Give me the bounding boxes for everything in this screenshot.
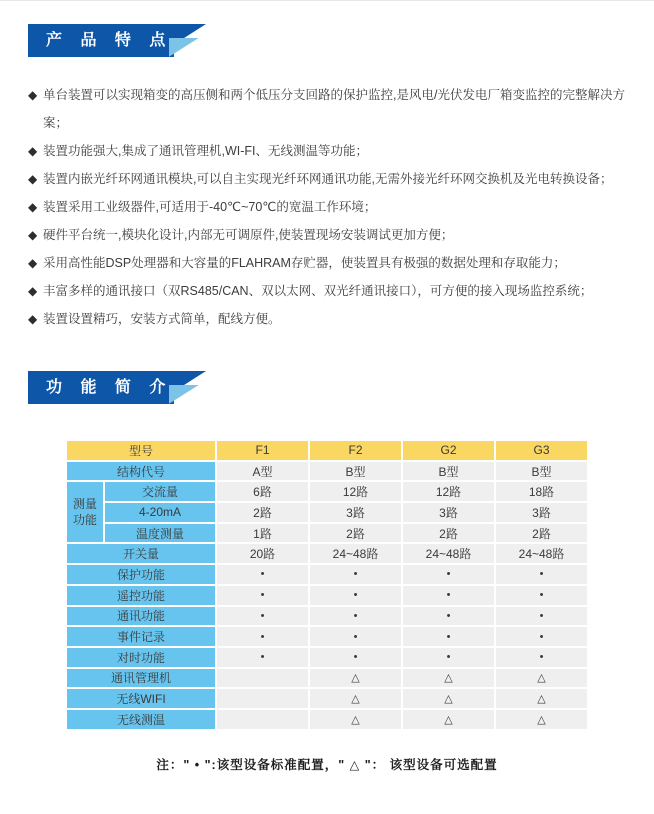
table-cell: 2路 — [216, 502, 309, 523]
list-item — [28, 277, 628, 305]
table-cell: • — [309, 606, 402, 627]
section-banner-functions — [28, 371, 206, 404]
table-cell: • — [495, 647, 588, 668]
table-cell: • — [216, 647, 309, 668]
table-cell — [216, 709, 309, 730]
row-label: 4-20mA — [104, 502, 216, 523]
diamond-bullet-icon: ◆ — [28, 228, 38, 242]
table-cell: • — [495, 585, 588, 606]
table-row — [66, 709, 588, 730]
diamond-bullet-icon: ◆ — [28, 144, 38, 158]
table-cell: • — [309, 564, 402, 585]
table-row — [66, 688, 588, 709]
row-label: 遥控功能 — [66, 585, 216, 606]
table-cell: • — [402, 606, 495, 627]
list-item — [28, 249, 628, 277]
feature-text: 装置采用工业级器件,可适用于-40℃~70℃的宽温工作环境； — [43, 200, 377, 214]
table-cell: B型 — [309, 461, 402, 482]
table-cell: △ — [309, 709, 402, 730]
diamond-bullet-icon: ◆ — [28, 88, 38, 102]
feature-text: 装置内嵌光纤环网通讯模块,可以自主实现光纤环网通讯功能,无需外接光纤环网交换机及光电转换设备； — [43, 172, 613, 186]
section-title-functions: 功 能 简 介 — [46, 379, 173, 396]
table-cell: △ — [495, 709, 588, 730]
table-cell: 6路 — [216, 481, 309, 502]
table-row — [66, 668, 588, 689]
table-cell: 18路 — [495, 481, 588, 502]
column-header-g3: G3 — [495, 440, 588, 461]
table-cell: • — [309, 626, 402, 647]
table-cell: • — [402, 626, 495, 647]
row-label: 通讯管理机 — [66, 668, 216, 689]
diamond-bullet-icon: ◆ — [28, 284, 38, 298]
table-row — [66, 543, 588, 564]
table-cell: • — [495, 626, 588, 647]
table-cell: △ — [495, 688, 588, 709]
section-banner-features — [28, 24, 206, 57]
table-cell: 2路 — [309, 523, 402, 544]
table-cell: △ — [402, 709, 495, 730]
row-label: 保护功能 — [66, 564, 216, 585]
row-label: 对时功能 — [66, 647, 216, 668]
table-cell: 24~48路 — [309, 543, 402, 564]
model-spec-table — [65, 439, 589, 731]
table-cell: 12路 — [309, 481, 402, 502]
table-row — [66, 564, 588, 585]
table-cell: 1路 — [216, 523, 309, 544]
table-cell: 12路 — [402, 481, 495, 502]
column-header-model: 型号 — [66, 440, 216, 461]
table-row — [66, 461, 588, 482]
table-cell: △ — [402, 668, 495, 689]
list-item — [28, 193, 628, 221]
table-cell: • — [402, 564, 495, 585]
row-label: 温度测量 — [104, 523, 216, 544]
table-cell: △ — [402, 688, 495, 709]
table-cell: • — [309, 585, 402, 606]
list-item — [28, 221, 628, 249]
table-cell: • — [402, 585, 495, 606]
table-cell: • — [495, 606, 588, 627]
table-row-header — [66, 440, 588, 461]
table-cell: 24~48路 — [495, 543, 588, 564]
diamond-bullet-icon: ◆ — [28, 200, 38, 214]
list-item — [28, 137, 628, 165]
table-cell: 3路 — [402, 502, 495, 523]
table-cell: A型 — [216, 461, 309, 482]
table-row — [66, 481, 588, 502]
group-label-line: 测量 — [72, 497, 97, 512]
row-label: 无线测温 — [66, 709, 216, 730]
table-cell: 2路 — [402, 523, 495, 544]
table-row — [66, 523, 588, 544]
table-cell — [216, 668, 309, 689]
table-cell: • — [216, 564, 309, 585]
feature-text: 硬件平台统一,模块化设计,内部无可调原件,使装置现场安装调试更加方便； — [43, 228, 454, 242]
table-cell: 2路 — [495, 523, 588, 544]
table-row — [66, 502, 588, 523]
table-cell: • — [216, 585, 309, 606]
row-label: 无线WIFI — [66, 688, 216, 709]
table-cell: △ — [495, 668, 588, 689]
feature-list — [28, 81, 628, 333]
row-label: 通讯功能 — [66, 606, 216, 627]
list-item — [28, 165, 628, 193]
diamond-bullet-icon: ◆ — [28, 256, 38, 270]
table-row — [66, 647, 588, 668]
table-cell — [216, 688, 309, 709]
column-header-f2: F2 — [309, 440, 402, 461]
table-row — [66, 606, 588, 627]
table-cell: • — [309, 647, 402, 668]
row-label: 交流量 — [104, 481, 216, 502]
table-cell: • — [495, 564, 588, 585]
table-legend-note: 注：" • ":该型设备标准配置，" △ "： 该型设备可选配置 — [156, 757, 498, 772]
feature-text: 装置设置精巧，安装方式简单，配线方便。 — [43, 312, 281, 326]
feature-text: 装置功能强大,集成了通讯管理机,WI-FI、无线测温等功能； — [43, 144, 368, 158]
feature-text: 丰富多样的通讯接口（双RS485/CAN、双以太网、双光纤通讯接口），可方便的接入现场监控系统； — [43, 284, 593, 298]
row-label: 开关量 — [66, 543, 216, 564]
list-item — [28, 305, 628, 333]
group-label-line: 功能 — [72, 513, 97, 528]
diamond-bullet-icon: ◆ — [28, 312, 38, 326]
list-item — [28, 81, 628, 137]
table-cell: 20路 — [216, 543, 309, 564]
table-cell: 3路 — [309, 502, 402, 523]
feature-text: 采用高性能DSP处理器和大容量的FLAHRAM存贮器，使装置具有极强的数据处理和存取能力； — [43, 256, 566, 270]
product-sheet-page — [0, 24, 654, 814]
section-title-features: 产 品 特 点 — [46, 32, 173, 49]
table-cell: 3路 — [495, 502, 588, 523]
column-header-f1: F1 — [216, 440, 309, 461]
row-label: 结构代号 — [66, 461, 216, 482]
feature-text: 单台装置可以实现箱变的高压侧和两个低压分支回路的保护监控,是风电/光伏发电厂箱变监控的完整解决方案； — [43, 88, 625, 130]
table-row — [66, 585, 588, 606]
table-cell: 24~48路 — [402, 543, 495, 564]
diamond-bullet-icon: ◆ — [28, 172, 38, 186]
table-cell: • — [402, 647, 495, 668]
row-label: 事件记录 — [66, 626, 216, 647]
table-cell: B型 — [495, 461, 588, 482]
table-cell: △ — [309, 668, 402, 689]
table-cell: B型 — [402, 461, 495, 482]
table-cell: • — [216, 606, 309, 627]
row-group-label — [66, 481, 104, 543]
column-header-g2: G2 — [402, 440, 495, 461]
table-cell: △ — [309, 688, 402, 709]
table-row — [66, 626, 588, 647]
table-cell: • — [216, 626, 309, 647]
